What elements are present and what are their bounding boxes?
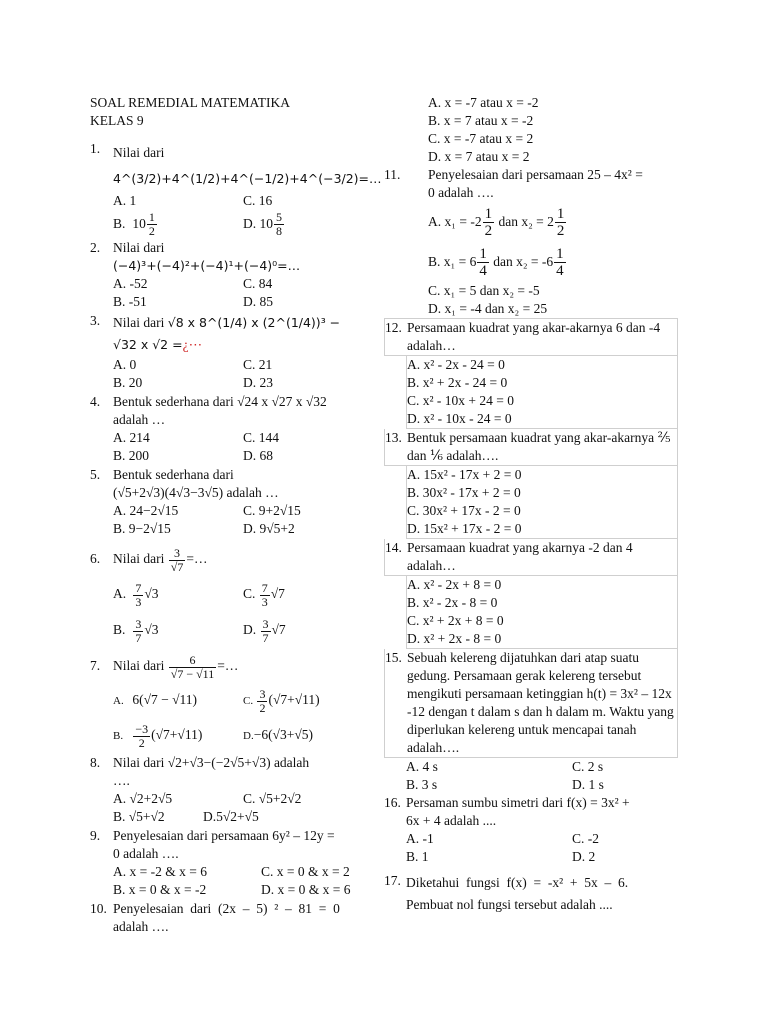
options (113, 576, 365, 648)
option-b: B. 200 (113, 448, 150, 464)
question-text: Penyelesaian dari (2x – 5) ² – 81 = 0 (113, 901, 340, 917)
document-title-line-2: KELAS 9 (90, 113, 144, 128)
option-a: A. x = -7 atau x = -2 (428, 95, 539, 110)
question-number: 11. (384, 167, 401, 182)
option-b: B. -51 (113, 294, 147, 310)
option-c: C. $\frac{7}{3}$ √7 (243, 580, 285, 609)
question-16 (384, 794, 678, 866)
question-4 (90, 393, 365, 465)
question-expression: 4^(3/2)+4^(1/2)+4^(−1/2)+4^(−3/2)=… (113, 171, 382, 186)
question-number: 8. (90, 755, 101, 771)
question-number: 13. (385, 430, 402, 445)
question-10-options (406, 94, 678, 166)
option-b: B. 1 (406, 849, 429, 864)
option-c: C. 30x² + 17x - 2 = 0 (407, 503, 521, 518)
options (113, 683, 365, 753)
option-b: B. 9−2√15 (113, 521, 171, 537)
right-column (384, 94, 678, 916)
option-d: D.−6(√3+√5) (243, 727, 313, 743)
option-b: B. x = 0 & x = -2 (113, 882, 207, 898)
question-text: Bentuk sederhana dari (113, 467, 234, 483)
question-6 (90, 542, 365, 648)
question-text-cont: 6x + 4 adalah .... (406, 813, 497, 828)
option-a: A. 0 (113, 357, 137, 373)
option-c: C. √5+2√2 (243, 791, 302, 807)
option-b: B. $\frac{-3}{2}$ (√7+√11) (113, 721, 203, 750)
question-expression: (√5+2√3)(4√3−3√5) adalah … (113, 485, 279, 501)
question-number: 6. (90, 551, 101, 567)
option-a: A. x₁ = -2 $\frac{1}{2}$ dan x₂ = 2 $\frac{1}{2}$ (428, 206, 565, 240)
option-b: B. √5+√2 (113, 809, 165, 825)
option-b: B. x² - 2x - 8 = 0 (407, 595, 498, 610)
option-a: A. √2+2√5 (113, 791, 173, 807)
option-c: C. $\frac{3}{2}$ (√7+√11) (243, 686, 320, 715)
question-number: 15. (385, 650, 402, 665)
question-number: 16. (384, 795, 401, 810)
option-a: A. x² - 2x + 8 = 0 (407, 577, 502, 592)
options (113, 275, 365, 311)
question-number: 17. (384, 873, 401, 888)
option-d: D. 68 (243, 448, 273, 464)
option-c: C. 84 (243, 276, 273, 292)
option-c: C. 144 (243, 430, 280, 446)
question-number: 10. (90, 901, 107, 917)
option-d: D. 2 (572, 849, 596, 864)
options (113, 863, 365, 899)
option-a: A. 15x² - 17x + 2 = 0 (407, 467, 522, 482)
question-number: 9. (90, 828, 101, 844)
option-d: D. 10 $\frac{5}{8}$ (243, 210, 282, 239)
question-text: Bentuk sederhana dari √24 x √27 x √32 (113, 394, 327, 410)
option-d: D.5√2+√5 (203, 809, 259, 825)
options (113, 502, 365, 538)
question-text: Nilai dari $\frac{6}{√7 - √11}$ =… (113, 652, 239, 681)
question-15-stem-box (384, 649, 678, 758)
option-a: A. x = -2 & x = 6 (113, 864, 207, 880)
question-text: Nilai dari √8 x 8^(1/4) x (2^(1/4))³ − √32 x √2 =¿⋯ (113, 315, 341, 353)
options (113, 429, 365, 465)
question-13-stem-box (384, 429, 678, 466)
question-number: 2. (90, 240, 101, 256)
question-number: 7. (90, 658, 101, 674)
question-text (113, 140, 382, 192)
question-14-options-box (406, 576, 678, 649)
question-7 (90, 649, 365, 753)
option-b: B. 10 $\frac{1}{2}$ (113, 210, 155, 239)
option-d: D. 85 (243, 294, 273, 310)
question-3 (90, 312, 365, 392)
question-5 (90, 466, 365, 538)
option-d: D. x² + 2x - 8 = 0 (407, 631, 502, 646)
question-1 (90, 140, 382, 239)
option-d: D. x = 0 & x = 6 (261, 882, 351, 898)
question-11 (384, 166, 678, 318)
question-text-cont: 0 adalah …. (113, 846, 179, 862)
question-10 (90, 900, 365, 936)
option-b: B. $\frac{3}{7}$ √3 (113, 616, 159, 645)
question-number: 4. (90, 394, 101, 410)
option-a: A. 24−2√15 (113, 503, 179, 519)
option-c: C. x² - 10x + 24 = 0 (407, 393, 515, 408)
option-d: D. x₁ = -4 dan x₂ = 25 (428, 301, 548, 316)
option-b: B. 3 s (406, 777, 438, 792)
question-17 (384, 872, 678, 916)
question-13-options-box (406, 466, 678, 539)
option-c: C. x² + 2x + 8 = 0 (407, 613, 504, 628)
option-d: D. x = 7 atau x = 2 (428, 149, 530, 164)
option-a: A. 6(√7 − √11) (113, 692, 198, 708)
question-number: 1. (90, 141, 101, 156)
document-title-line-1: SOAL REMEDIAL MATEMATIKA (90, 95, 290, 110)
option-c: C. 16 (243, 193, 273, 208)
question-text-cont: 0 adalah …. (428, 185, 494, 200)
option-a: A. 214 (113, 430, 150, 446)
question-12-options-box (406, 356, 678, 429)
option-d: D. 1 s (572, 777, 604, 792)
option-d: D. x² - 10x - 24 = 0 (407, 411, 512, 426)
question-15-options (406, 758, 678, 794)
question-expression: (−4)³+(−4)²+(−4)¹+(−4)⁰=… (113, 258, 301, 274)
option-b: B. 20 (113, 375, 143, 391)
question-text: Persaman sumbu simetri dari f(x) = 3x² + (406, 795, 630, 810)
question-9 (90, 827, 365, 899)
question-text: Persamaan kuadrat yang akar-akarnya 6 dan -4 adalah… (407, 320, 661, 353)
option-c: C. -2 (572, 831, 599, 846)
question-14-stem-box (384, 539, 678, 576)
option-b: B. x² + 2x - 24 = 0 (407, 375, 508, 390)
question-text: Bentuk persamaan kuadrat yang akar-akarnya ⅖ dan ⅙ adalah…. (407, 430, 671, 463)
option-c: C. x = 0 & x = 2 (261, 864, 350, 880)
question-8 (90, 754, 365, 826)
option-d: D. 9√5+2 (243, 521, 295, 537)
option-a: A. -1 (406, 831, 434, 846)
question-text-cont: …. (113, 773, 130, 789)
options (113, 192, 365, 238)
question-text: Penyelesaian dari persamaan 25 – 4x² = (428, 167, 643, 182)
option-a: A. -52 (113, 276, 148, 292)
option-a: A. 4 s (406, 759, 438, 774)
option-c: C. 9+2√15 (243, 503, 301, 519)
question-12-stem-box (384, 318, 678, 356)
option-d: D. 23 (243, 375, 273, 391)
question-text: Persamaan kuadrat yang akarnya -2 dan 4 adalah… (407, 540, 633, 573)
options (113, 356, 365, 392)
question-number: 14. (385, 540, 402, 555)
question-text-cont: Pembuat nol fungsi tersebut adalah .... (406, 897, 613, 912)
red-question-mark: ¿⋯ (182, 337, 203, 353)
option-a: A. $\frac{7}{3}$ √3 (113, 580, 159, 609)
option-b: B. x₁ = 6 $\frac{1}{4}$ dan x₂ = -6 $\frac{1}{4}$ (428, 246, 564, 280)
options (406, 830, 678, 866)
question-text: Sebuah kelereng dijatuhkan dari atap suatu gedung. Persamaan gerak kelereng tersebut mengikuti persamaan ketinggian h(t) = 3x² – 12x -12 dengan t dalam s dan h dalam m. Waktu yang diperlukan kelereng untuk mencapai tanah adalah…. (407, 650, 674, 755)
question-text: Nilai dari (113, 240, 165, 256)
question-number: 12. (385, 320, 402, 335)
question-number: 5. (90, 467, 101, 483)
option-c: C. 21 (243, 357, 273, 373)
option-a: A. x² - 2x - 24 = 0 (407, 357, 505, 372)
question-text: Penyelesaian dari persamaan 6y² – 12y = (113, 828, 335, 844)
option-a: A. 1 (113, 193, 137, 208)
question-number: 3. (90, 313, 101, 329)
option-c: C. 2 s (572, 759, 604, 774)
question-text: Diketahui fungsi f(x) = -x² + 5x – 6. (406, 875, 629, 890)
question-2 (90, 239, 365, 311)
option-d: D. 15x² + 17x - 2 = 0 (407, 521, 522, 536)
option-b: B. 30x² - 17x + 2 = 0 (407, 485, 521, 500)
option-c: C. x₁ = 5 dan x₂ = -5 (428, 283, 540, 298)
question-text: Nilai dari √2+√3−(−2√5+√3) adalah (113, 755, 310, 771)
question-prefix: Nilai dari (113, 145, 165, 160)
question-text: Nilai dari $\frac{3}{√7}$ =… (113, 545, 208, 574)
question-text-cont: adalah … (113, 412, 166, 428)
question-text-cont: adalah …. (113, 919, 169, 935)
option-d: D. $\frac{3}{7}$ √7 (243, 616, 286, 645)
left-column (90, 94, 382, 936)
option-c: C. x = -7 atau x = 2 (428, 131, 534, 146)
option-b: B. x = 7 atau x = -2 (428, 113, 534, 128)
options (113, 790, 365, 826)
